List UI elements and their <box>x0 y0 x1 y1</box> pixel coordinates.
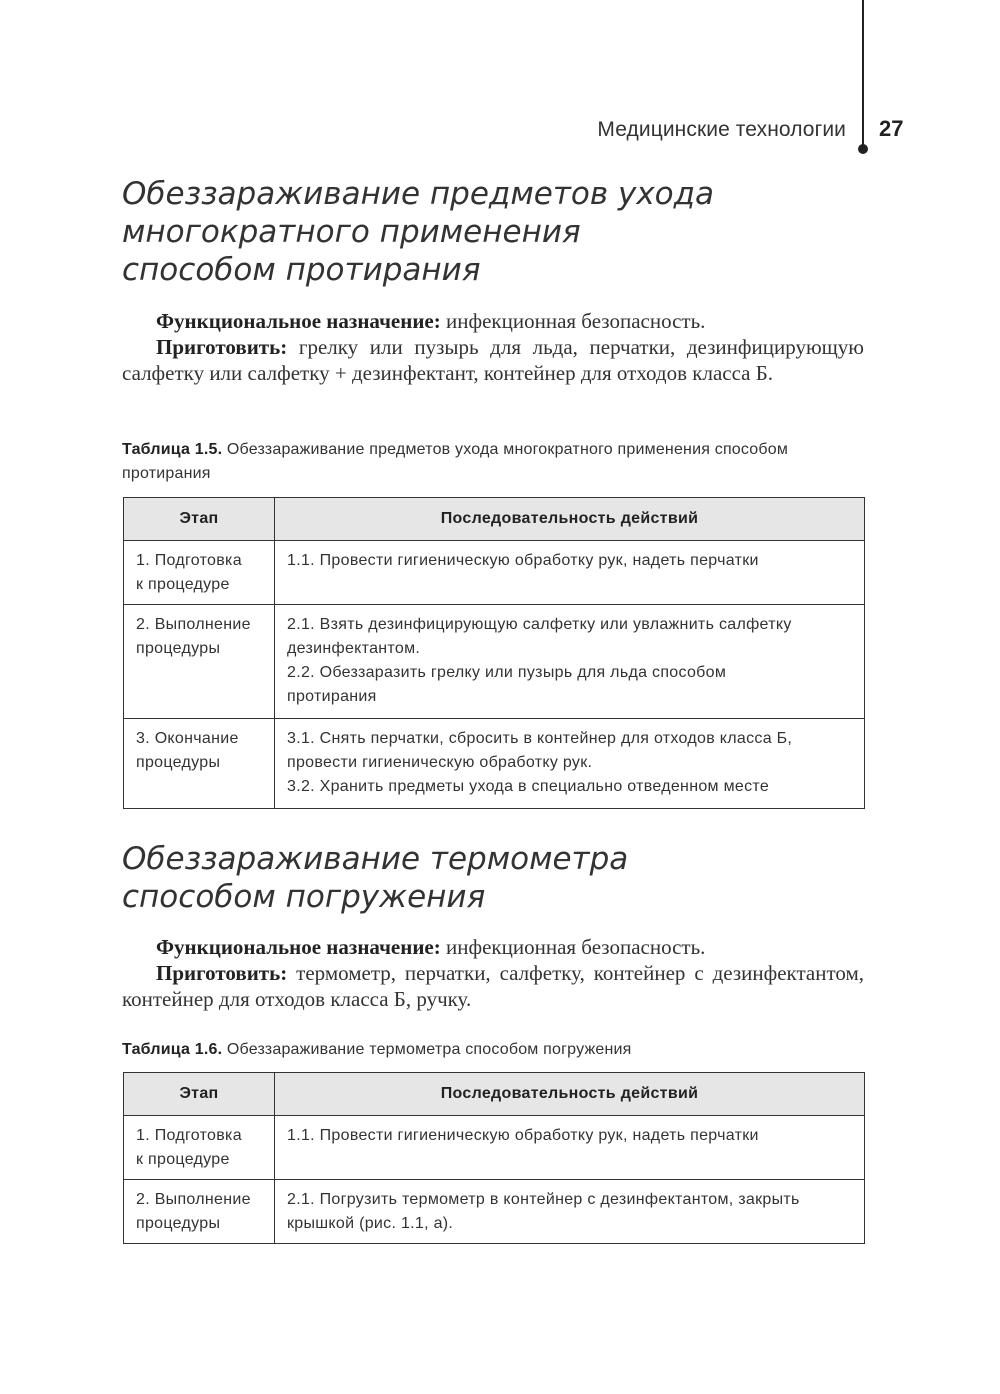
stage-line: 3. Окончание <box>136 730 239 747</box>
actions-cell <box>275 541 865 605</box>
table-row <box>124 719 865 809</box>
action-line: протирания <box>287 688 377 705</box>
stage-line: к процедуре <box>136 1151 230 1168</box>
prepare-text: термометр, перчатки, салфетку, контейнер с дезинфектантом, контейнер для отходов класса Б, ручку. <box>122 961 864 1011</box>
actions-cell <box>275 605 865 719</box>
stage-line: 1. Подготовка <box>136 552 242 569</box>
section2-title-line: Обеззараживание термометра <box>122 841 629 877</box>
stage-cell <box>124 1116 275 1180</box>
stage-cell <box>124 541 275 605</box>
prepare-text: грелку или пузырь для льда, перчатки, дезинфицирующую салфетку или салфетку + дезинфектант, контейнер для отходов класса Б. <box>122 335 864 385</box>
section1-body <box>122 308 864 386</box>
section2-prepare <box>122 960 864 1012</box>
actions-cell <box>275 1180 865 1244</box>
table-header-row <box>124 498 865 541</box>
action-line: 2.1. Взять дезинфицирующую салфетку или увлажнить салфетку <box>287 616 792 633</box>
table-row <box>124 605 865 719</box>
section2-title <box>122 840 628 916</box>
table-header-row <box>124 1073 865 1116</box>
section1-prepare <box>122 334 864 386</box>
table-1-5-caption <box>122 438 866 486</box>
header-vertical-rule <box>862 0 864 148</box>
stage-line: к процедуре <box>136 576 230 593</box>
column-header-stage: Этап <box>124 1073 275 1116</box>
stage-line: процедуры <box>136 1215 221 1232</box>
table-caption-label: Таблица 1.6. <box>122 1041 223 1058</box>
section1-title-line: многократного применения <box>122 214 581 250</box>
stage-cell <box>124 1180 275 1244</box>
column-header-actions: Последовательность действий <box>275 498 865 541</box>
action-line: дезинфектантом. <box>287 640 421 657</box>
running-title: Медицинские технологии <box>597 118 846 141</box>
section2-body <box>122 934 864 1012</box>
table-row <box>124 541 865 605</box>
prepare-label: Приготовить: <box>156 335 288 359</box>
page-number: 27 <box>879 116 904 141</box>
purpose-text: инфекционная безопасность. <box>440 309 706 333</box>
table-1-5 <box>123 497 865 809</box>
section2-purpose <box>122 934 864 960</box>
table-1-6 <box>123 1072 865 1244</box>
stage-cell <box>124 719 275 809</box>
section1-purpose <box>122 308 864 334</box>
section1-title-line: способом протирания <box>122 252 481 288</box>
purpose-text: инфекционная безопасность. <box>440 935 706 959</box>
table-caption-text: Обеззараживание предметов ухода многократного применения способом протирания <box>122 441 789 482</box>
section2-title-line: способом погружения <box>122 879 486 915</box>
header-rule-dot <box>858 144 868 154</box>
action-line: 1.1. Провести гигиеническую обработку рук, надеть перчатки <box>287 1127 759 1144</box>
purpose-label: Функциональное назначение: <box>156 309 441 333</box>
column-header-stage: Этап <box>124 498 275 541</box>
stage-line: процедуры <box>136 640 221 657</box>
action-line: 1.1. Провести гигиеническую обработку рук, надеть перчатки <box>287 552 759 569</box>
action-line: 3.1. Снять перчатки, сбросить в контейнер для отходов класса Б, <box>287 730 793 747</box>
table-caption-text: Обеззараживание термометра способом погружения <box>222 1041 632 1058</box>
action-line: 3.2. Хранить предметы ухода в специально отведенном месте <box>287 778 770 795</box>
actions-cell <box>275 719 865 809</box>
stage-line: 2. Выполнение <box>136 1191 251 1208</box>
table-1-6-caption <box>122 1038 866 1062</box>
section1-title <box>122 175 714 289</box>
action-line: крышкой (рис. 1.1, а). <box>287 1215 454 1232</box>
purpose-label: Функциональное назначение: <box>156 935 441 959</box>
table-row <box>124 1180 865 1244</box>
column-header-actions: Последовательность действий <box>275 1073 865 1116</box>
stage-line: 1. Подготовка <box>136 1127 242 1144</box>
action-line: 2.2. Обеззаразить грелку или пузырь для льда способом <box>287 664 727 681</box>
action-line: 2.1. Погрузить термометр в контейнер с дезинфектантом, закрыть <box>287 1191 800 1208</box>
section1-title-line: Обеззараживание предметов ухода <box>122 176 715 212</box>
action-line: провести гигиеническую обработку рук. <box>287 754 593 771</box>
table-row <box>124 1116 865 1180</box>
prepare-label: Приготовить: <box>156 961 288 985</box>
actions-cell <box>275 1116 865 1180</box>
stage-line: 2. Выполнение <box>136 616 251 633</box>
stage-line: процедуры <box>136 754 221 771</box>
stage-cell <box>124 605 275 719</box>
table-caption-label: Таблица 1.5. <box>122 441 223 458</box>
